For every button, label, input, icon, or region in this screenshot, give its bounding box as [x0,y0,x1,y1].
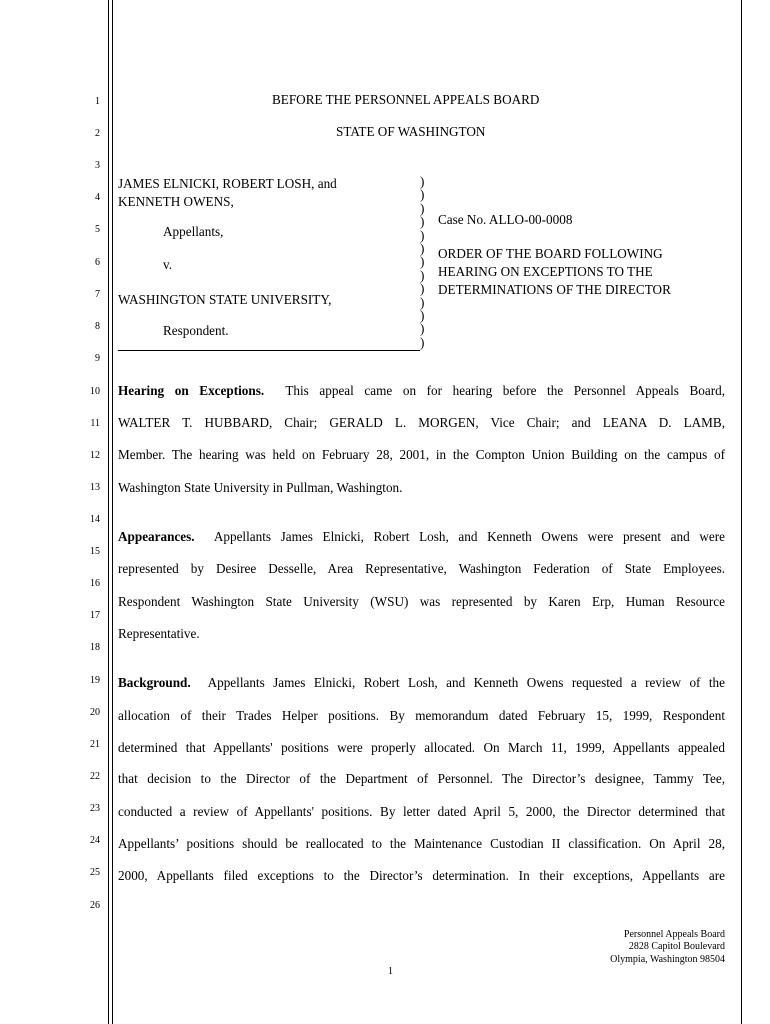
caption-paren: ) [420,241,425,256]
versus: v. [163,257,173,272]
hearing-line-2: WALTER T. HUBBARD, Chair; GERALD L. MORGEN, Vice Chair; and LEANA D. LAMB, [118,415,725,430]
hearing-line-3: Member. The hearing was held on February 28, 2001, in the Compton Union Building on the campus of [118,447,725,462]
caption-paren: ) [420,227,425,243]
caption-paren: ) [420,267,425,283]
caption-paren: ) [420,174,425,189]
line-number: 8 [95,321,100,332]
line-number: 12 [90,450,100,461]
line-number: 1 [95,96,100,107]
left-margin-rule [108,0,109,1024]
background-line-4: that decision to the Director of the Department of Personnel. The Director’s designee, Tammy Tee, [118,771,725,786]
appellants-names-line2: KENNETH OWENS, [118,194,234,209]
background-line-2: allocation of their Trades Helper positions. By memorandum dated February 15, 1999, Respondent [118,708,725,723]
court-title: BEFORE THE PERSONNEL APPEALS BOARD [272,92,540,107]
caption-underline [118,350,420,351]
page-number: 1 [388,966,393,977]
line-number: 7 [95,289,100,300]
caption-paren: ) [420,200,425,216]
caption-paren: ) [420,281,425,297]
line-number: 23 [90,803,100,814]
respondent-name: WASHINGTON STATE UNIVERSITY, [118,292,332,307]
appearances-text: Appellants James Elnicki, Robert Losh, and Kenneth Owens were present and were [213,529,725,544]
background-line-5: conducted a review of Appellants' positions. By letter dated April 5, 2000, the Director determined that [118,804,725,819]
line-number: 6 [95,257,100,268]
background-line-7: 2000, Appellants filed exceptions to the Director’s determination. In their exceptions, Appellants are [118,868,725,883]
line-number: 22 [90,771,100,782]
caption-paren: ) [420,334,425,350]
line-number: 2 [95,128,100,139]
case-number: Case No. ALLO-00-0008 [438,212,573,227]
respondent-role: Respondent. [163,323,229,338]
line-number: 25 [90,867,100,878]
footer-address-line3: Olympia, Washington 98504 [610,954,725,965]
right-margin-rule [741,0,742,1024]
line-number: 13 [90,482,100,493]
line-number: 17 [90,610,100,621]
line-number: 26 [90,900,100,911]
footer-address-line2: 2828 Capitol Boulevard [628,941,725,952]
line-number: 20 [90,707,100,718]
caption-paren: ) [420,254,425,270]
hearing-text: This appeal came on for hearing before the Personnel Appeals Board, [285,383,726,398]
line-number: 10 [90,386,100,397]
background-line-6: Appellants’ positions should be reallocated to the Maintenance Custodian II classification. On April 28, [118,836,725,851]
appearances-line-2: represented by Desiree Desselle, Area Representative, Washington Federation of State Employees. [118,561,725,576]
caption-paren: ) [420,214,425,230]
appearances-line-4: Representative. [118,626,200,641]
appellants-role: Appellants, [163,224,224,239]
line-number: 24 [90,835,100,846]
caption-parentheses [420,175,430,355]
line-number: 9 [95,353,100,364]
background-line-1 [118,675,725,691]
appellants-names-line1: JAMES ELNICKI, ROBERT LOSH, and [118,176,337,191]
order-title-line3: DETERMINATIONS OF THE DIRECTOR [438,282,671,297]
line-number: 4 [95,192,100,203]
background-heading: Background. [118,675,191,690]
caption-paren: ) [420,321,425,337]
line-number: 14 [90,514,100,525]
order-title-line1: ORDER OF THE BOARD FOLLOWING [438,246,663,261]
line-number: 11 [90,418,100,429]
hearing-heading: Hearing on Exceptions. [118,383,265,398]
left-margin-rule-inner [112,0,113,1024]
appearances-heading: Appearances. [118,529,195,544]
hearing-line-1 [118,383,725,399]
caption-paren: ) [420,294,425,310]
line-number: 19 [90,675,100,686]
line-number: 18 [90,642,100,653]
line-number: 5 [95,224,100,235]
line-number: 3 [95,160,100,171]
line-number: 21 [90,739,100,750]
caption-paren: ) [420,187,425,203]
background-line-3: determined that Appellants' positions were properly allocated. On March 11, 1999, Appellants appealed [118,740,725,755]
footer-address-line1: Personnel Appeals Board [623,929,725,940]
line-number: 16 [90,578,100,589]
appearances-line-3: Respondent Washington State University (WSU) was represented by Karen Erp, Human Resource [118,594,725,609]
hearing-line-4: Washington State University in Pullman, Washington. [118,480,403,495]
order-title-line2: HEARING ON EXCEPTIONS TO THE [438,264,653,279]
background-text: Appellants James Elnicki, Robert Losh, and Kenneth Owens requested a review of the [207,675,726,690]
line-number: 15 [90,546,100,557]
appearances-line-1 [118,529,725,545]
caption-paren: ) [420,308,425,323]
state-title: STATE OF WASHINGTON [336,124,486,139]
